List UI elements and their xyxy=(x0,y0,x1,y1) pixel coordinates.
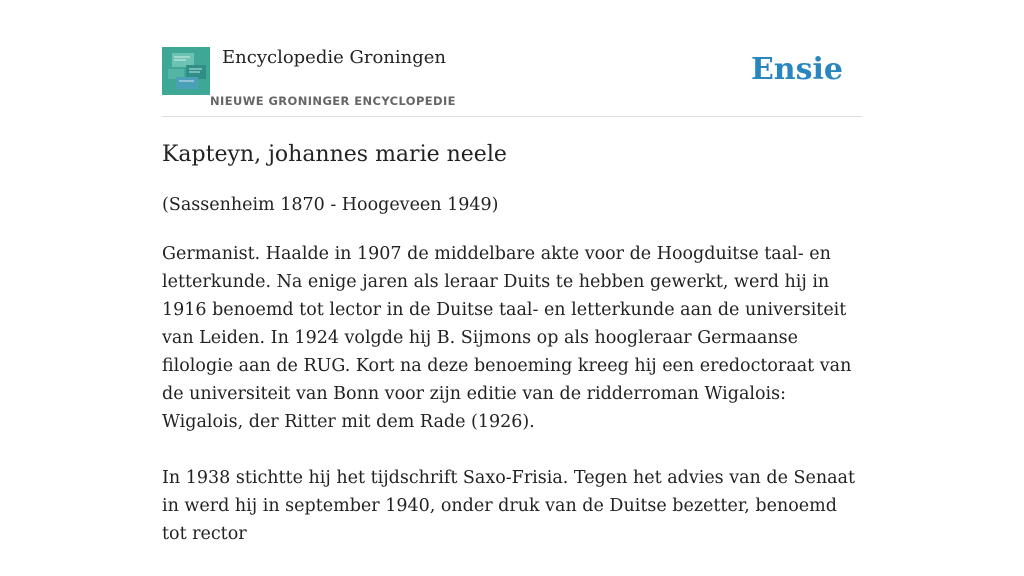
article-title: Kapteyn, johannes marie neele xyxy=(162,142,507,167)
article-paragraph: Germanist. Haalde in 1907 de middelbare akte voor de Hoogduitse taal- en letterkunde. Na enige jaren als leraar Duits te hebben gewerkt, werd hij in 1916 benoemd tot lector in de Duitse taal- en letterkunde aan de universiteit van Leiden. In 1924 volgde hij B. Sijmons op als hoogleraar Germaanse filologie aan de RUG. Kort na deze benoeming kreeg hij een eredoctoraat van de universiteit van Bonn voor zijn editie van de ridderroman Wigalois: Wigalois, der Ritter mit dem Rade (1926). xyxy=(162,244,852,432)
site-subtitle: NIEUWE GRONINGER ENCYCLOPEDIE xyxy=(210,94,456,108)
site-header xyxy=(162,0,862,117)
page-container xyxy=(162,0,862,544)
encyclopedia-logo-icon[interactable] xyxy=(162,47,210,95)
article-body xyxy=(162,240,862,576)
article-paragraph: In 1938 stichtte hij het tijdschrift Saxo-Frisia. Tegen het advies van de Senaat in werd hij in september 1940, onder druk van de Duitse bezetter, benoemd tot rector xyxy=(162,468,856,544)
article-lifespan: (Sassenheim 1870 - Hoogeveen 1949) xyxy=(162,195,499,215)
ensie-brand-link[interactable]: Ensie xyxy=(750,52,843,87)
site-name[interactable]: Encyclopedie Groningen xyxy=(222,47,447,68)
